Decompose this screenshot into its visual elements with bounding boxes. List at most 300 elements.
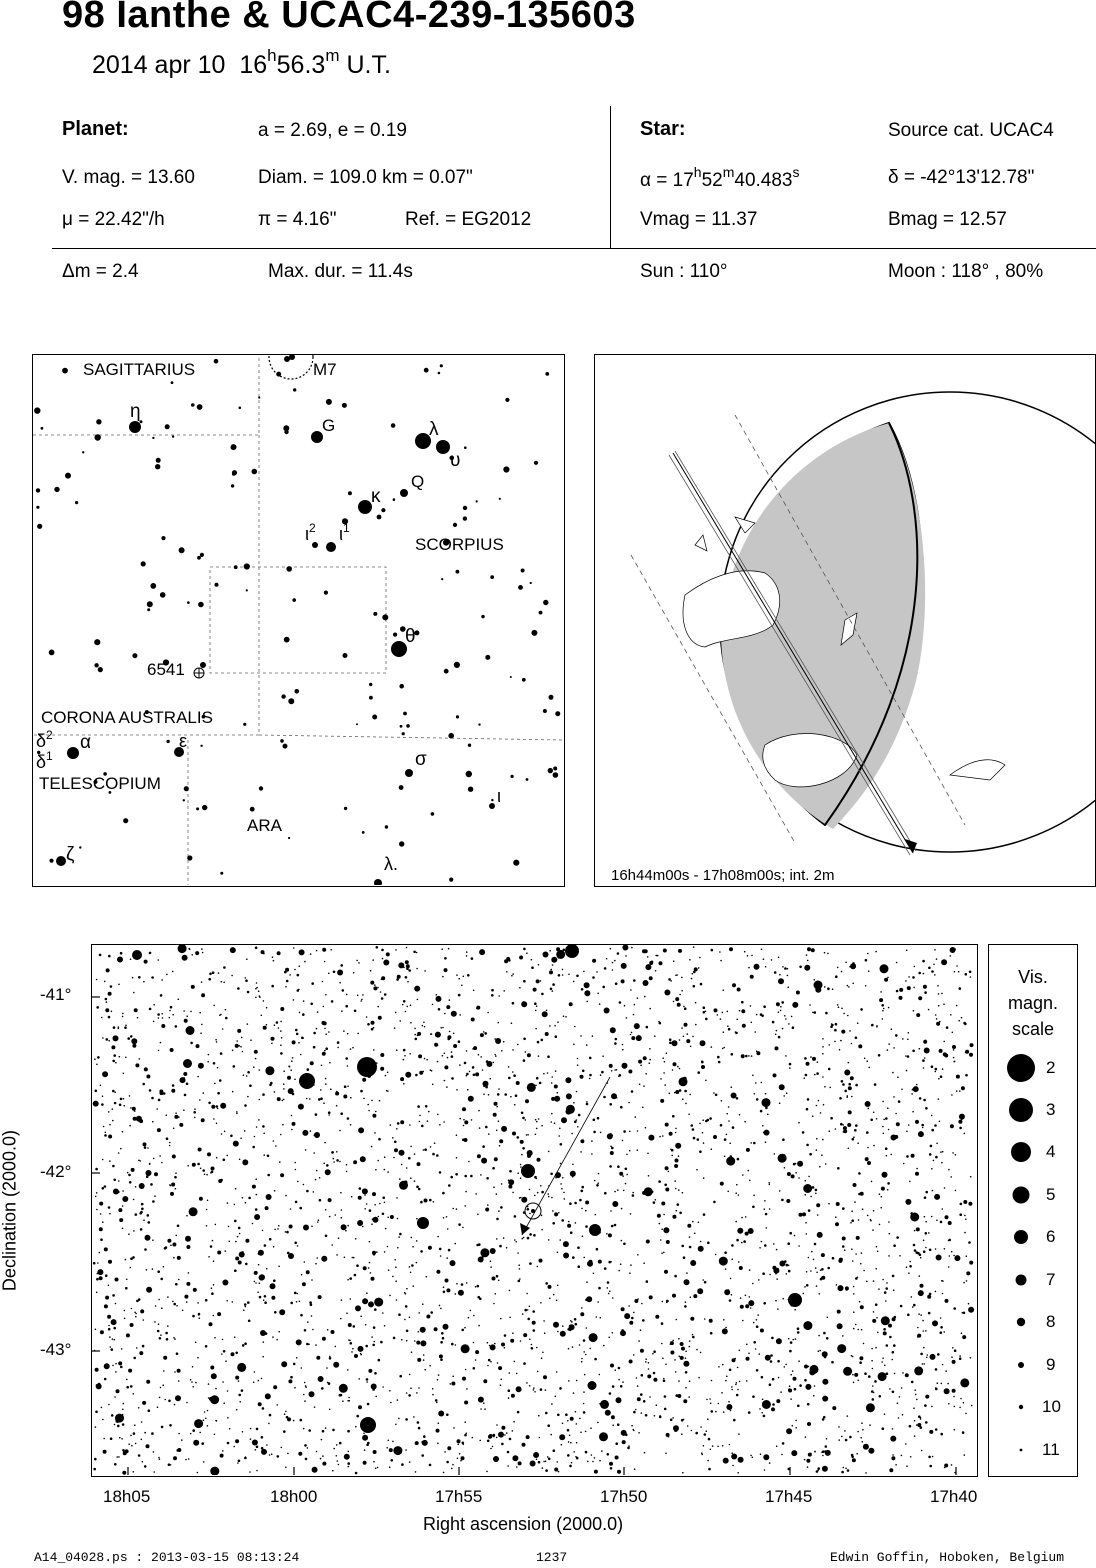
chart-star	[458, 1223, 461, 1226]
chart-star	[849, 1436, 852, 1439]
chart-star	[750, 1455, 752, 1457]
chart-star	[283, 1070, 285, 1072]
chart-star	[242, 1344, 245, 1347]
chart-star	[563, 1241, 569, 1247]
chart-star	[350, 1048, 352, 1050]
footer-file: A14_04028.ps : 2013-03-15 08:13:24	[34, 1550, 300, 1565]
chart-star	[711, 1380, 713, 1382]
chart-star	[816, 1072, 819, 1075]
chart-star	[375, 1111, 377, 1113]
chart-star	[572, 1164, 574, 1166]
chart-star	[434, 1327, 438, 1331]
chart-star	[130, 1107, 132, 1109]
chart-star	[964, 1215, 966, 1217]
chart-star	[882, 1018, 884, 1020]
chart-star	[261, 1015, 263, 1017]
chart-star	[693, 985, 696, 988]
chart-star	[443, 1286, 445, 1288]
chart-star	[949, 1255, 951, 1257]
minutes-unit: m	[325, 46, 340, 65]
chart-star	[152, 1239, 154, 1241]
chart-star	[910, 1456, 912, 1458]
chart-star	[195, 1382, 197, 1384]
chart-star	[530, 1461, 536, 1467]
chart-star	[559, 1239, 561, 1241]
chart-star	[556, 950, 565, 959]
chart-star	[174, 1404, 176, 1406]
chart-star	[672, 1340, 674, 1342]
chart-star	[496, 1238, 498, 1240]
chart-star	[413, 1416, 415, 1418]
chart-star	[925, 1421, 928, 1424]
chart-star	[537, 1371, 539, 1373]
chart-star	[335, 1214, 337, 1216]
chart-star	[490, 1266, 492, 1268]
chart-star	[923, 1067, 925, 1069]
chart-star	[374, 1132, 376, 1134]
chart-star	[537, 1192, 539, 1194]
chart-star	[789, 1232, 792, 1235]
finder-star	[348, 491, 352, 495]
chart-star	[399, 1178, 401, 1180]
chart-star	[446, 1288, 450, 1292]
chart-star	[235, 1257, 239, 1261]
chart-star	[146, 1287, 152, 1293]
chart-star	[405, 1305, 408, 1308]
chart-star	[287, 1076, 291, 1080]
chart-star	[776, 1445, 778, 1447]
chart-star	[128, 1233, 130, 1235]
chart-star	[603, 1345, 605, 1347]
chart-star	[374, 1298, 383, 1307]
chart-star	[418, 1312, 420, 1314]
chart-star	[360, 1354, 362, 1356]
finder-star	[393, 633, 397, 637]
chart-star	[372, 1192, 376, 1196]
chart-star	[917, 1423, 921, 1427]
chart-star	[195, 951, 199, 955]
chart-star	[429, 1365, 431, 1367]
chart-star	[322, 1462, 326, 1466]
chart-star	[749, 1296, 751, 1298]
finder-star	[62, 368, 68, 374]
finder-star	[356, 723, 358, 725]
chart-star	[315, 1263, 317, 1265]
chart-star	[504, 1334, 507, 1337]
chart-star	[480, 1408, 482, 1410]
chart-star	[619, 1001, 622, 1004]
finder-star	[202, 805, 207, 810]
chart-star	[397, 1122, 400, 1125]
chart-star	[500, 1379, 502, 1381]
chart-star	[157, 1128, 161, 1132]
chart-star	[737, 1367, 739, 1369]
chart-star	[432, 1388, 434, 1390]
chart-star	[746, 1344, 748, 1346]
chart-star	[322, 981, 324, 983]
chart-star	[630, 989, 632, 991]
chart-star	[670, 980, 672, 982]
chart-star	[338, 1464, 340, 1466]
chart-star	[390, 1402, 392, 1404]
finder-star	[312, 542, 318, 548]
chart-star	[322, 1337, 326, 1341]
label-kappa: κ	[371, 486, 381, 507]
chart-star	[651, 961, 654, 964]
finder-star	[449, 878, 453, 882]
finder-star	[231, 484, 234, 487]
chart-star	[227, 1417, 229, 1419]
chart-star	[615, 1369, 617, 1371]
planet-vmag: V. mag. = 13.60	[62, 167, 195, 188]
chart-star	[182, 955, 188, 961]
chart-star	[108, 955, 111, 958]
chart-star	[592, 959, 596, 963]
finder-star	[65, 473, 71, 479]
chart-star	[628, 1070, 632, 1074]
chart-star	[464, 1401, 468, 1405]
finder-star	[36, 488, 40, 492]
chart-star	[206, 1174, 208, 1176]
chart-star	[245, 1202, 247, 1204]
chart-star	[524, 1309, 527, 1312]
chart-star	[146, 1075, 150, 1079]
chart-star	[404, 1055, 406, 1057]
chart-star	[271, 1043, 273, 1045]
chart-star	[586, 1281, 588, 1283]
chart-star	[520, 1140, 524, 1144]
chart-star	[655, 970, 657, 972]
chart-star	[122, 1423, 125, 1426]
chart-star	[892, 1454, 894, 1456]
chart-star	[847, 1015, 849, 1017]
chart-star	[325, 1078, 327, 1080]
chart-star	[865, 959, 868, 962]
chart-star	[529, 1213, 531, 1215]
chart-star	[159, 1458, 161, 1460]
chart-star	[739, 1350, 741, 1352]
chart-star	[961, 1332, 963, 1334]
chart-star	[140, 1228, 143, 1231]
chart-star	[731, 1093, 737, 1099]
chart-star	[169, 1145, 171, 1147]
chart-star	[659, 1415, 661, 1417]
chart-star	[255, 988, 257, 990]
chart-star	[804, 1379, 807, 1382]
chart-star	[471, 1018, 475, 1022]
chart-star	[872, 1368, 874, 1370]
chart-star	[448, 948, 450, 950]
chart-star	[157, 1330, 160, 1333]
chart-star	[271, 1296, 275, 1300]
chart-star	[905, 1199, 911, 1205]
chart-star	[862, 1429, 864, 1431]
chart-star	[522, 1443, 526, 1447]
chart-star	[681, 1433, 683, 1435]
chart-star	[468, 1317, 470, 1319]
chart-star	[944, 1388, 950, 1394]
chart-star	[527, 1309, 529, 1311]
chart-star	[713, 1135, 717, 1139]
chart-star	[536, 1459, 538, 1461]
chart-star	[462, 1227, 464, 1229]
chart-star	[913, 1010, 915, 1012]
chart-star	[372, 959, 374, 961]
chart-star	[664, 1408, 667, 1411]
chart-star	[731, 1244, 734, 1247]
chart-star	[144, 1248, 147, 1251]
legend-mag-4: 4	[1046, 1142, 1056, 1161]
chart-star	[444, 1013, 446, 1015]
chart-star	[444, 1451, 446, 1453]
chart-star	[413, 1285, 415, 1287]
chart-star	[456, 1208, 458, 1210]
chart-star	[362, 1188, 368, 1194]
chart-star	[347, 1279, 349, 1281]
chart-star	[518, 1461, 522, 1465]
chart-star	[383, 960, 389, 966]
chart-star	[954, 1429, 956, 1431]
chart-star	[296, 1301, 298, 1303]
chart-star	[224, 1131, 226, 1133]
chart-star	[149, 952, 152, 955]
chart-star	[781, 1454, 783, 1456]
finder-star	[94, 663, 98, 667]
chart-star	[805, 1180, 807, 1182]
chart-star	[143, 1142, 147, 1146]
chart-star	[387, 1246, 389, 1248]
chart-star	[853, 1382, 855, 1384]
chart-star	[281, 1447, 283, 1449]
chart-star	[915, 1120, 919, 1124]
chart-star	[406, 1340, 408, 1342]
chart-star	[409, 1461, 411, 1463]
chart-star	[901, 1455, 903, 1457]
chart-star	[442, 976, 444, 978]
chart-star	[593, 1131, 596, 1134]
page-title: 98 Ianthe & UCAC4-239-135603	[62, 0, 636, 36]
chart-star	[231, 1352, 235, 1356]
chart-star	[712, 1445, 714, 1447]
chart-star	[542, 1352, 544, 1354]
chart-star	[883, 1133, 885, 1135]
chart-star	[606, 958, 608, 960]
chart-star	[816, 1272, 818, 1274]
chart-star	[672, 1115, 675, 1118]
chart-star	[551, 1121, 553, 1123]
chart-star	[592, 1461, 594, 1463]
chart-star	[810, 1365, 819, 1374]
planet-parallax: π = 4.16"	[258, 209, 337, 230]
chart-star	[329, 1409, 331, 1411]
chart-star	[597, 1422, 599, 1424]
chart-star	[854, 1201, 856, 1203]
chart-star	[186, 1301, 188, 1303]
chart-star	[304, 1400, 306, 1402]
chart-star	[116, 1389, 120, 1393]
chart-star	[346, 1171, 348, 1173]
chart-star	[169, 1017, 171, 1019]
chart-star	[942, 1151, 944, 1153]
const-sagittarius: SAGITTARIUS	[83, 360, 196, 379]
chart-star	[214, 1434, 216, 1436]
chart-star	[299, 1301, 301, 1303]
chart-star	[741, 1242, 743, 1244]
chart-star	[773, 1268, 779, 1274]
chart-star	[305, 1149, 307, 1151]
chart-star	[522, 1313, 524, 1315]
chart-star	[672, 1069, 674, 1071]
chart-star	[552, 1210, 554, 1212]
chart-star	[827, 1317, 829, 1319]
chart-star	[886, 1155, 888, 1157]
chart-star	[316, 1028, 318, 1030]
chart-star	[916, 1168, 918, 1170]
chart-star	[567, 1454, 570, 1457]
chart-star	[451, 1468, 453, 1470]
chart-star	[925, 1330, 927, 1332]
chart-star	[806, 1062, 810, 1066]
chart-star	[674, 1359, 676, 1361]
chart-star	[203, 1461, 205, 1463]
chart-star	[662, 1358, 664, 1360]
chart-star	[298, 1042, 300, 1044]
chart-star	[172, 1155, 176, 1159]
chart-star	[711, 1410, 714, 1413]
chart-star	[756, 1325, 759, 1328]
chart-star	[923, 1363, 925, 1365]
chart-star	[840, 1040, 842, 1042]
chart-star	[234, 1269, 237, 1272]
chart-star	[857, 1142, 859, 1144]
chart-star	[769, 1208, 771, 1210]
finder-star	[147, 601, 153, 607]
chart-star	[759, 1247, 761, 1249]
chart-star	[803, 1321, 812, 1330]
chart-star	[373, 1027, 375, 1029]
chart-star	[135, 1316, 137, 1318]
chart-star	[660, 1239, 662, 1241]
chart-star	[837, 1167, 840, 1170]
chart-star	[409, 1374, 411, 1376]
chart-star	[608, 1337, 610, 1339]
chart-star	[845, 1468, 847, 1470]
chart-star	[617, 1189, 619, 1191]
chart-star	[656, 1404, 658, 1406]
chart-star	[621, 1208, 623, 1210]
chart-star	[598, 1173, 600, 1175]
const-telescopium: TELESCOPIUM	[39, 774, 161, 793]
chart-star	[605, 1410, 611, 1416]
chart-star	[125, 1259, 127, 1261]
chart-star	[296, 1033, 299, 1036]
chart-star	[95, 1168, 98, 1171]
chart-star	[328, 1031, 330, 1033]
chart-star	[619, 1074, 622, 1077]
chart-star	[778, 1011, 780, 1013]
chart-star	[538, 1055, 540, 1057]
chart-star	[107, 1315, 111, 1319]
chart-star	[692, 1334, 694, 1336]
chart-star	[126, 1379, 128, 1381]
chart-star	[99, 1202, 103, 1206]
chart-star	[683, 1399, 687, 1403]
chart-star	[776, 1002, 780, 1006]
chart-star	[894, 1135, 898, 1139]
chart-star	[164, 1399, 166, 1401]
chart-star	[970, 1357, 972, 1359]
chart-star	[759, 1353, 761, 1355]
chart-star	[227, 1202, 229, 1204]
chart-star	[576, 1423, 578, 1425]
finder-star	[258, 396, 260, 398]
chart-star	[690, 1296, 692, 1298]
chart-star	[437, 1443, 439, 1445]
planet-heading: Planet:	[62, 118, 129, 140]
chart-star	[737, 1158, 740, 1161]
chart-star	[523, 1237, 525, 1239]
chart-star	[579, 1199, 582, 1202]
chart-star	[403, 1059, 405, 1061]
chart-star	[252, 1223, 254, 1225]
chart-star	[313, 1032, 316, 1035]
chart-star	[592, 1035, 594, 1037]
chart-star	[888, 1255, 890, 1257]
chart-star	[451, 1011, 457, 1017]
chart-star	[377, 987, 379, 989]
finder-star	[453, 523, 457, 527]
chart-star	[814, 1074, 816, 1076]
chart-star	[256, 1126, 258, 1128]
chart-star	[926, 1357, 928, 1359]
chart-star	[400, 1450, 402, 1452]
chart-star	[663, 1380, 666, 1383]
chart-star	[99, 1252, 101, 1254]
chart-star	[105, 1132, 107, 1134]
chart-star	[342, 989, 345, 992]
chart-star	[366, 1292, 368, 1294]
chart-star	[649, 1295, 653, 1299]
chart-star	[963, 1402, 965, 1404]
chart-star	[464, 1434, 467, 1437]
chart-star	[399, 1233, 402, 1236]
chart-star	[952, 1360, 956, 1364]
chart-star	[248, 1320, 251, 1323]
chart-star	[554, 1212, 558, 1216]
chart-star	[373, 986, 377, 990]
chart-star	[637, 997, 639, 999]
chart-star	[911, 1093, 913, 1095]
chart-star	[118, 1026, 120, 1028]
finder-star	[36, 506, 39, 509]
chart-star	[953, 1057, 955, 1059]
finder-star	[369, 683, 372, 686]
chart-star	[331, 1000, 334, 1003]
chart-star	[546, 1010, 548, 1012]
chart-star	[372, 1388, 375, 1391]
chart-star	[883, 1119, 885, 1121]
chart-star	[521, 1001, 527, 1007]
chart-star	[350, 1124, 352, 1126]
chart-star	[174, 1176, 177, 1179]
chart-star	[693, 1294, 697, 1298]
chart-star	[758, 1279, 760, 1281]
chart-star	[840, 1123, 843, 1126]
chart-star	[924, 1404, 927, 1407]
chart-star	[697, 1138, 700, 1141]
footer-number: 1237	[536, 1550, 568, 1565]
finder-star	[505, 398, 509, 402]
